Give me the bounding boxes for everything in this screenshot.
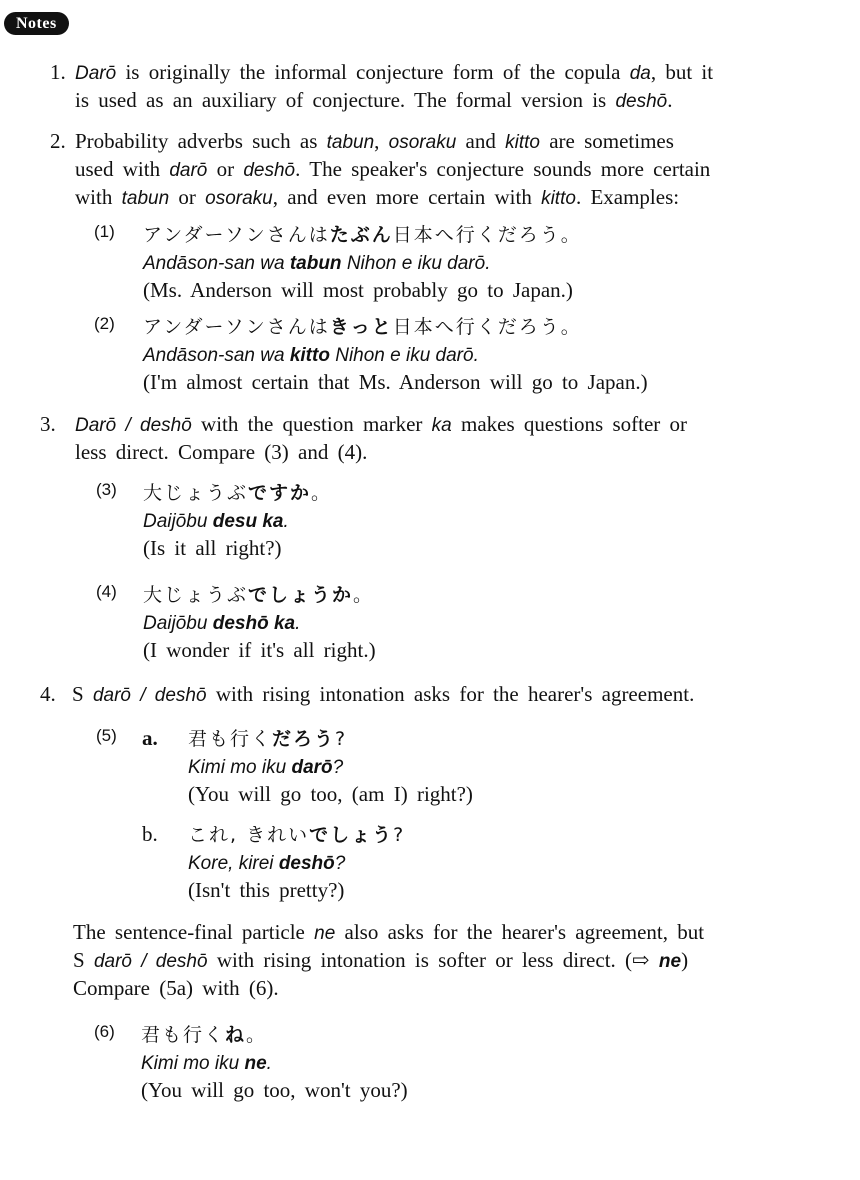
example-1-english: (Ms. Anderson will most probably go to Japan.) [143, 278, 573, 302]
note-3-line-1: Darō / deshō with the question marker ka makes questions softer or [75, 412, 688, 436]
note-3-number: 3. [40, 412, 56, 436]
note-2-line-1: Probability adverbs such as tabun, osoraku and kitto are sometimes [75, 129, 674, 153]
example-3-english: (Is it all right?) [143, 536, 282, 560]
example-2-english: (I'm almost certain that Ms. Anderson will go to Japan.) [143, 370, 648, 394]
example-5-label: (5) [96, 726, 117, 745]
note-4-line-1: S darō / deshō with rising intonation asks for the hearer's agreement. [72, 682, 695, 706]
example-5a-japanese: 君も行くだろう? [188, 728, 348, 750]
example-2-label: (2) [94, 314, 115, 333]
example-5b-romaji: Kore, kirei deshō? [188, 853, 346, 874]
example-3-japanese: 大じょうぶですか。 [143, 482, 333, 504]
notes-badge: Notes [4, 12, 69, 35]
example-6-romaji: Kimi mo iku ne. [141, 1053, 272, 1074]
example-5a-sublabel: a. [142, 726, 158, 750]
term-daro: Darō [75, 63, 117, 84]
example-4-romaji: Daijōbu deshō ka. [143, 613, 301, 634]
followup-line-1: The sentence-final particle ne also asks for the hearer's agreement, but [73, 920, 705, 944]
example-3-romaji: Daijōbu desu ka. [143, 511, 289, 532]
note-2-line-3: with tabun or osoraku, and even more certain with kitto. Examples: [75, 185, 680, 209]
example-2-romaji: Andāson-san wa kitto Nihon e iku darō. [143, 345, 479, 366]
note-1-line-2: is used as an auxiliary of conjecture. The formal version is deshō. [75, 88, 673, 112]
example-4-japanese: 大じょうぶでしょうか。 [143, 584, 375, 606]
example-2-japanese: アンダーソンさんはきっと日本へ行くだろう。 [143, 316, 582, 338]
followup-line-3: Compare (5a) with (6). [73, 976, 279, 1000]
followup-line-2: S darō / deshō with rising intonation is softer or less direct. (⇨ ne) [73, 948, 689, 972]
note-4-number: 4. [40, 682, 56, 706]
term-da: da [629, 63, 651, 84]
cross-reference-arrow-icon: ⇨ [632, 948, 650, 972]
example-5b-japanese: これ, きれいでしょう? [188, 824, 406, 846]
example-5b-english: (Isn't this pretty?) [188, 878, 345, 902]
example-4-label: (4) [96, 582, 117, 601]
note-1-line-1: Darō is originally the informal conjecture form of the copula da, but it [75, 60, 714, 84]
note-3-line-2: less direct. Compare (3) and (4). [75, 440, 368, 464]
example-6-label: (6) [94, 1022, 115, 1041]
example-1-japanese: アンダーソンさんはたぶん日本へ行くだろう。 [143, 224, 582, 246]
example-1-romaji: Andāson-san wa tabun Nihon e iku darō. [143, 253, 491, 274]
note-2-number: 2. [50, 129, 66, 153]
term-desho: deshō [615, 91, 668, 112]
example-3-label: (3) [96, 480, 117, 499]
example-1-label: (1) [94, 222, 115, 241]
example-4-english: (I wonder if it's all right.) [143, 638, 376, 662]
note-2-line-2: used with darō or deshō. The speaker's conjecture sounds more certain [75, 157, 711, 181]
example-5a-english: (You will go too, (am I) right?) [188, 782, 473, 806]
note-1-number: 1. [50, 60, 66, 84]
cross-reference-ne[interactable]: ne [649, 951, 682, 972]
example-5a-romaji: Kimi mo iku darō? [188, 757, 344, 778]
example-6-japanese: 君も行くね。 [141, 1024, 268, 1046]
example-5b-sublabel: b. [142, 822, 158, 846]
example-6-english: (You will go too, won't you?) [141, 1078, 408, 1102]
